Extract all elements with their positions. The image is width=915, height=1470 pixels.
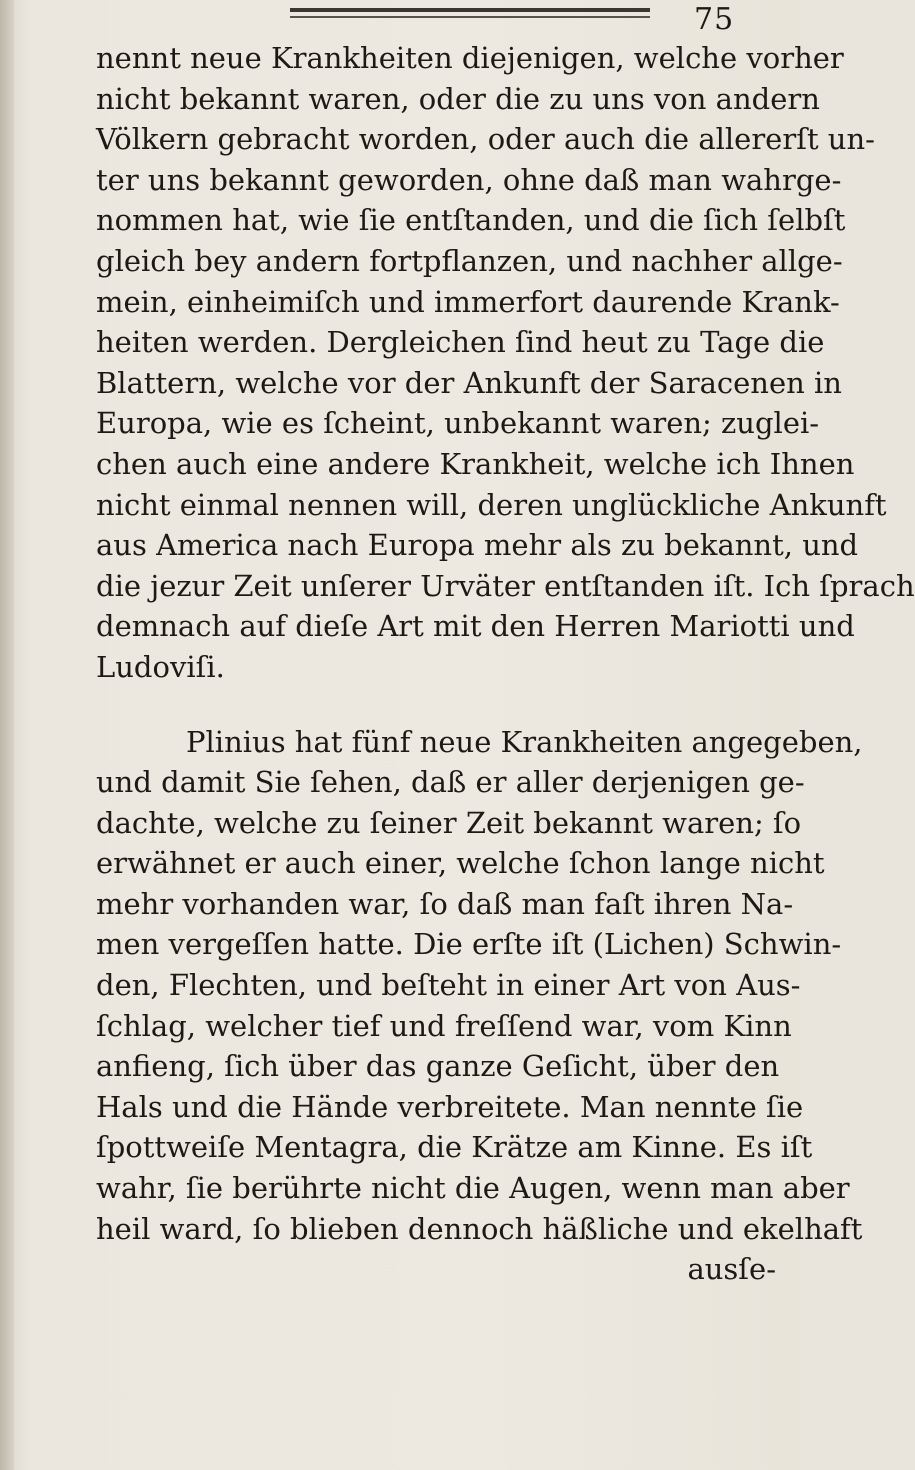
text-line: aus America nach Europa mehr als zu bekannt, und xyxy=(96,528,859,563)
text-line: Völkern gebracht worden, oder auch die allererſt un- xyxy=(96,122,875,157)
text-line: ſpottweiſe Mentagra, die Krätze am Kinne. Es iſt xyxy=(96,1130,813,1165)
text-line: demnach auf dieſe Art mit den Herren Mariotti und xyxy=(96,609,855,644)
page-number: 75 xyxy=(694,2,735,37)
paragraph-1 xyxy=(96,38,915,688)
text-line: Hals und die Hände verbreitete. Man nennte ſie xyxy=(96,1089,804,1124)
text-line: wahr, ſie berührte nicht die Augen, wenn man aber xyxy=(96,1171,850,1206)
paragraph-2 xyxy=(96,722,863,1290)
text-line: ſchlag, welcher tief und freſſend war, vom Kinn xyxy=(96,1008,792,1043)
text-line: erwähnet er auch einer, welche ſchon lange nicht xyxy=(96,846,825,881)
text-line: mein, einheimiſch und immerfort daurende Krank- xyxy=(96,284,840,319)
text-line: Europa, wie es ſcheint, unbekannt waren; zuglei- xyxy=(96,406,820,441)
text-line: men vergeſſen hatte. Die erſte iſt (Lichen) Schwin- xyxy=(96,927,842,962)
text-line: anfieng, ſich über das ganze Geſicht, über den xyxy=(96,1049,780,1084)
text-line: dachte, welche zu ſeiner Zeit bekannt waren; ſo xyxy=(96,805,802,840)
header-rule xyxy=(290,8,650,12)
text-line: und damit Sie ſehen, daß er aller derjenigen ge- xyxy=(96,765,805,800)
text-line: heil ward, ſo blieben dennoch häßliche und ekelhaft xyxy=(96,1211,863,1246)
text-line: mehr vorhanden war, ſo daß man faſt ihren Na- xyxy=(96,886,794,921)
paragraph-gap xyxy=(96,688,776,722)
text-line: Plinius hat fünf neue Krankheiten angegeben, xyxy=(186,724,863,759)
text-line: Blattern, welche vor der Ankunft der Saracenen in xyxy=(96,365,842,400)
text-line: heiten werden. Dergleichen ſind heut zu Tage die xyxy=(96,325,825,360)
text-line: nicht bekannt waren, oder die zu uns von andern xyxy=(96,81,820,116)
text-line: die jezur Zeit unſerer Urväter entſtanden iſt. Ich ſprach xyxy=(96,568,915,603)
text-block xyxy=(96,38,915,1290)
text-line: ter uns bekannt geworden, ohne daß man wahrge- xyxy=(96,162,842,197)
header-rule-thin xyxy=(290,16,650,18)
page-spine-shadow xyxy=(0,0,14,1470)
text-line: chen auch eine andere Krankheit, welche ich Ihnen xyxy=(96,446,855,481)
text-line: gleich bey andern fortpflanzen, und nachher allge- xyxy=(96,243,843,278)
catchword: ausſe- xyxy=(687,1252,776,1287)
text-line: nennt neue Krankheiten diejenigen, welche vorher xyxy=(96,41,844,75)
text-line: den, Flechten, und beſteht in einer Art von Aus- xyxy=(96,968,801,1003)
text-line: Ludoviſi. xyxy=(96,649,225,684)
text-line: nommen hat, wie ſie entſtanden, und die ſich ſelbſt xyxy=(96,203,846,238)
text-line: nicht einmal nennen will, deren unglückliche Ankunft xyxy=(96,487,887,522)
